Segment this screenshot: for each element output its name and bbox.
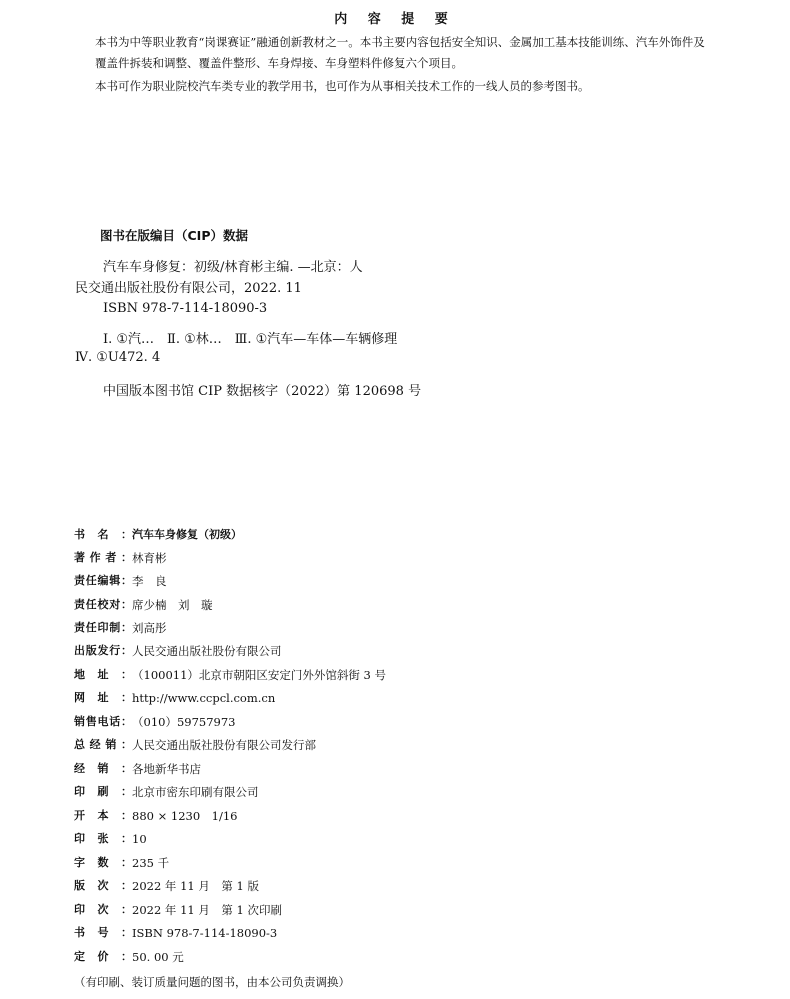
publication-label: 印刷： [74,785,132,798]
publication-label: 版次： [74,879,132,892]
publication-value: ISBN 978-7-114-18090-3 [132,926,278,940]
cip-line: 民交通出版社股份有限公司，2022. 11 [75,281,302,296]
summary-paragraph: 本书为中等职业教育“岗课赛证”融通创新教材之一。本书主要内容包括安全知识、金属加工基本技能训练、汽车外饰件及覆盖件拆装和调整、覆盖件整形、车身焊接、车身塑料件修复六个项目。 [95,35,705,70]
publication-row [74,665,386,685]
publication-value: 2022 年 11 月 第 1 版 [132,879,259,893]
publication-label: 地址： [74,668,132,681]
publication-value: （010）59757973 [132,715,236,729]
publication-label: 著作者： [74,551,132,564]
publication-row [74,782,259,802]
publication-row [74,829,147,849]
publication-value: 880 × 1230 1/16 [132,809,238,823]
summary-paragraph: 本书可作为职业院校汽车类专业的教学用书，也可作为从事相关技术工作的一线人员的参考图书。 [95,79,590,93]
cip-classification: Ⅰ. ①汽… Ⅱ. ①林… Ⅲ. ①汽车—车体—车辆修理 [103,332,398,347]
publication-row [74,806,238,826]
publication-label: 责任校对： [74,598,132,611]
publication-label: 经销： [74,762,132,775]
publication-row [74,688,275,708]
publication-row [74,853,169,873]
publication-row [74,595,213,615]
publication-label: 印次： [74,903,132,916]
publication-row [74,947,184,967]
footnote: （有印刷、装订质量问题的图书，由本公司负责调换） [74,975,350,989]
cip-line: 汽车车身修复：初级/林育彬主编. —北京：人 [103,260,363,275]
publication-label: 责任印制： [74,621,132,634]
publication-row [74,571,167,591]
publication-row [74,712,235,732]
publication-value: http://www.ccpcl.com.cn [132,691,276,705]
publication-value: 各地新华书店 [132,762,201,776]
publication-row [74,923,277,943]
cip-isbn: ISBN 978-7-114-18090-3 [103,301,268,316]
publication-value: 林育彬 [132,551,167,565]
publication-value: 北京市密东印刷有限公司 [132,785,259,799]
publication-label: 印张： [74,832,132,845]
publication-row [74,618,167,638]
publication-row [74,876,259,896]
publication-label: 责任编辑： [74,574,132,587]
publication-value: 人民交通出版社股份有限公司发行部 [132,738,316,752]
publication-label: 书名： [74,528,132,541]
publication-label: 总经销： [74,738,132,751]
publication-value: 人民交通出版社股份有限公司 [132,644,282,658]
publication-row [74,759,201,779]
publication-label: 销售电话： [74,715,132,728]
cip-heading: 图书在版编目（CIP）数据 [100,228,248,243]
publication-value: 汽车车身修复（初级） [132,528,242,541]
publication-label: 书号： [74,926,132,939]
publication-value: 50. 00 元 [132,950,184,964]
publication-row [74,735,316,755]
publication-value: 刘高彤 [132,621,167,635]
publication-label: 出版发行： [74,644,132,657]
publication-value: 席少楠 刘 璇 [132,598,213,612]
publication-row [74,548,167,568]
publication-value: 李 良 [132,574,167,588]
publication-label: 字数： [74,856,132,869]
summary-title: 内 容 提 要 [334,12,456,27]
publication-label: 定价： [74,950,132,963]
publication-value: 10 [132,832,147,846]
cip-record-number: 中国版本图书馆 CIP 数据核字（2022）第 120698 号 [103,384,422,399]
publication-label: 开本： [74,809,132,822]
publication-value: 2022 年 11 月 第 1 次印刷 [132,903,282,917]
publication-row [74,641,282,661]
publication-value: （100011）北京市朝阳区安定门外外馆斜街 3 号 [132,668,387,682]
publication-label: 网址： [74,691,132,704]
publication-row [74,525,242,545]
publication-row [74,900,282,920]
cip-classification: Ⅳ. ①U472. 4 [75,350,161,365]
publication-value: 235 千 [132,856,170,870]
